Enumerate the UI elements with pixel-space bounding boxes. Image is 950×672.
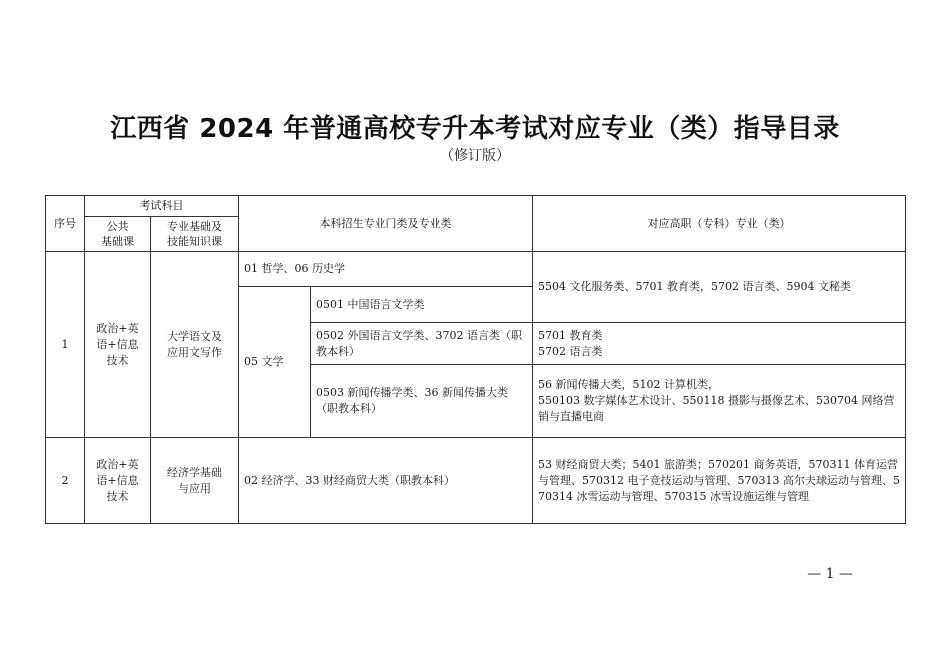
header-vocational: 对应高职（专科）专业（类）	[533, 196, 906, 252]
major-catalog-table	[45, 195, 906, 524]
header-public: 公共 基础课	[85, 217, 151, 252]
header-seq: 序号	[46, 196, 85, 252]
document-title: 江西省 2024 年普通高校专升本考试对应专业（类）指导目录	[110, 114, 840, 144]
header-professional: 专业基础及 技能知识课	[151, 217, 239, 252]
row-public-courses: 政治+英 语+信息 技术	[85, 438, 151, 524]
undergrad-category: 02 经济学、33 财经商贸大类（职教本科）	[239, 438, 533, 524]
undergrad-category: 01 哲学、06 历史学	[239, 252, 533, 287]
document-subtitle: （修订版）	[440, 148, 510, 164]
header-row-1	[46, 196, 906, 217]
undergrad-category: 05 文学	[239, 287, 311, 438]
row-professional-courses: 经济学基础 与应用	[151, 438, 239, 524]
header-exam-subjects: 考试科目	[85, 196, 239, 217]
row-seq: 1	[46, 252, 85, 438]
page-number: — 1 —	[807, 566, 853, 582]
row-seq: 2	[46, 438, 85, 524]
vocational-majors: 53 财经商贸大类；5401 旅游类；570201 商务英语，570311 体育运营与管理、570312 电子竞技运动与管理、570313 高尔夫球运动与管理、570314 冰雪运动与管理、570315 冰雪设施运维与管理	[533, 438, 906, 524]
row-professional-courses: 大学语文及 应用文写作	[151, 252, 239, 438]
vocational-majors: 5504 文化服务类、5701 教育类，5702 语言类、5904 文秘类	[533, 252, 906, 323]
row-public-courses: 政治+英 语+信息 技术	[85, 252, 151, 438]
undergrad-subcategory: 0503 新闻传播学类、36 新闻传播大类（职教本科）	[311, 365, 533, 438]
vocational-majors: 5701 教育类 5702 语言类	[533, 323, 906, 365]
table-row	[46, 252, 906, 287]
undergrad-subcategory: 0501 中国语言文学类	[311, 287, 533, 323]
undergrad-subcategory: 0502 外国语言文学类、3702 语言类（职教本科）	[311, 323, 533, 365]
table-row	[46, 438, 906, 524]
header-undergrad: 本科招生专业门类及专业类	[239, 196, 533, 252]
vocational-majors: 56 新闻传播大类，5102 计算机类， 550103 数字媒体艺术设计、550118 摄影与摄像艺术、530704 网络营销与直播电商	[533, 365, 906, 438]
